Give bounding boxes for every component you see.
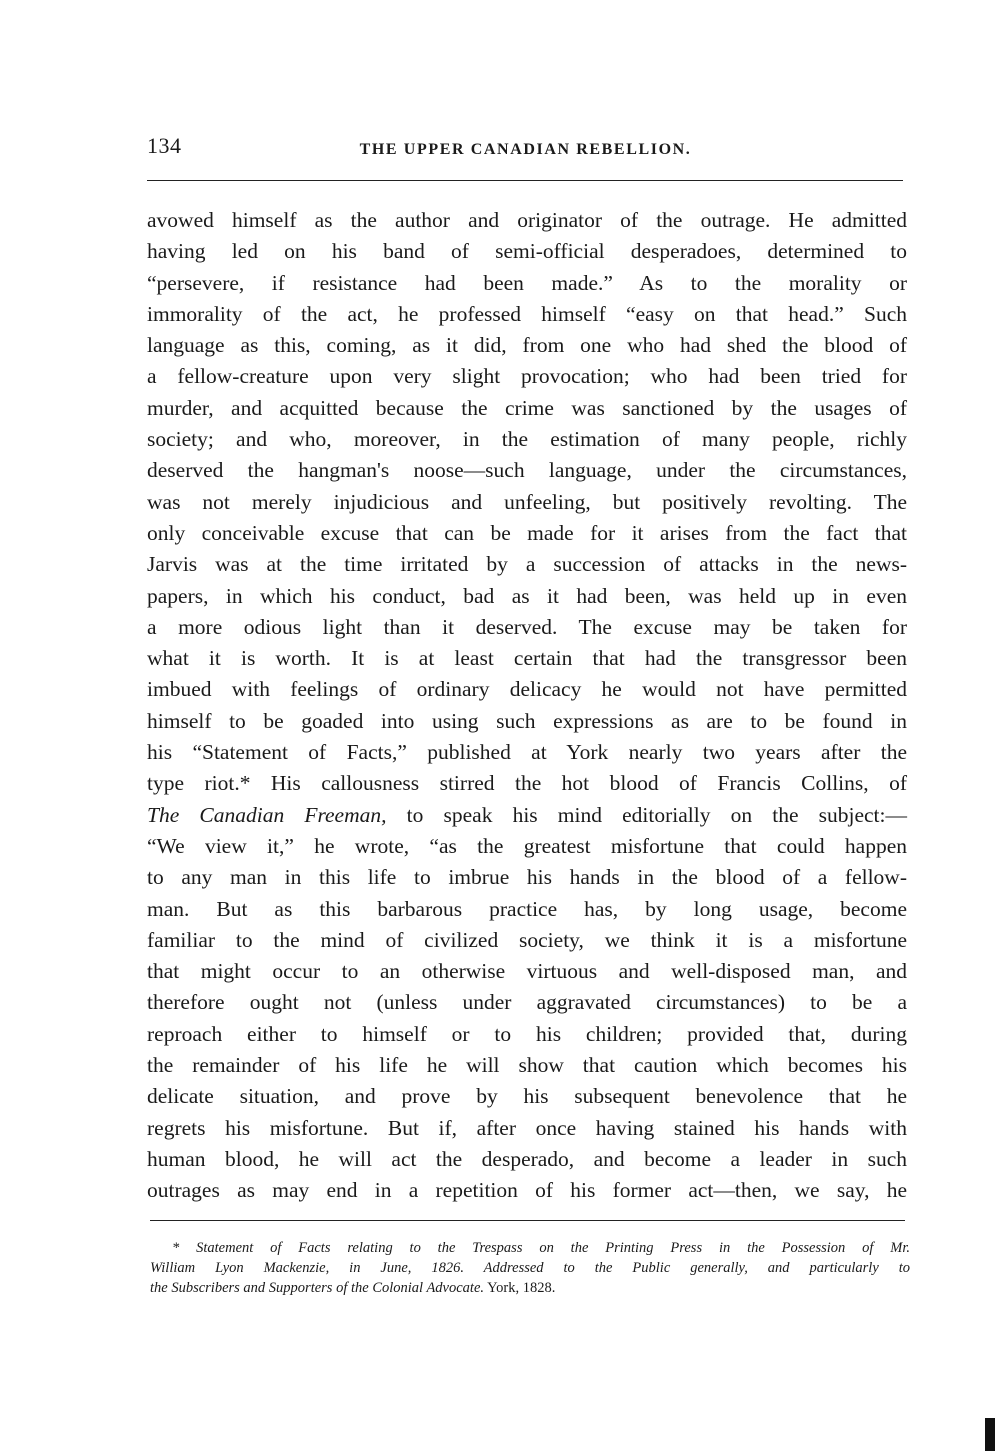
text-line: delicate situation, and prove by his subsequent benevolence that he	[147, 1084, 907, 1109]
text-line: having led on his band of semi-official desperadoes, determined to	[147, 239, 907, 264]
text-line: his “Statement of Facts,” published at York nearly two years after the	[147, 740, 907, 765]
footnote-line: William Lyon Mackenzie, in June, 1826. Addressed to the Public generally, and particularly to	[150, 1260, 910, 1276]
text-line: to any man in this life to imbrue his hands in the blood of a fellow-	[147, 865, 907, 890]
footnote-italic-segment: the Subscribers and Supporters of the Colonial Advocate.	[150, 1280, 485, 1296]
text-line: avowed himself as the author and originator of the outrage. He admitted	[147, 208, 907, 232]
text-line: the remainder of his life he will show that caution which becomes his	[147, 1053, 907, 1078]
text-line	[147, 800, 907, 831]
text-segment: to speak his mind editorially on the subject:—	[386, 802, 907, 827]
text-line: was not merely injudicious and unfeeling, but positively revolting. The	[147, 489, 907, 514]
text-line: what it is worth. It is at least certain that had the transgressor been	[147, 646, 907, 671]
text-line: “persevere, if resistance had been made.” As to the morality or	[147, 270, 907, 295]
text-line: a more odious light than it deserved. The excuse may be taken for	[147, 614, 907, 639]
text-line: outrages as may end in a repetition of his former act—then, we say, he	[147, 1178, 907, 1203]
text-line: himself to be goaded into using such expressions as are to be found in	[147, 708, 907, 733]
page-number: 134	[147, 133, 182, 158]
text-line: regrets his misfortune. But if, after once having stained his hands with	[147, 1115, 907, 1140]
text-line: reproach either to himself or to his children; provided that, during	[147, 1021, 907, 1046]
text-line: familiar to the mind of civilized society, we think it is a misfortune	[147, 927, 907, 952]
text-line: Jarvis was at the time irritated by a succession of attacks in the news-	[147, 552, 907, 577]
text-line: language as this, coming, as it did, from one who had shed the blood of	[147, 333, 907, 358]
text-line: therefore ought not (unless under aggravated circumstances) to be a	[147, 990, 907, 1015]
running-head: THE UPPER CANADIAN REBELLION.	[359, 141, 692, 158]
header-rule	[147, 180, 903, 181]
text-line: human blood, he will act the desperado, and become a leader in such	[147, 1146, 907, 1171]
footnote-line: * Statement of Facts relating to the Trespass on the Printing Press in the Possession of Mr.	[172, 1240, 910, 1256]
text-line: type riot.* His callousness stirred the hot blood of Francis Collins, of	[147, 771, 907, 796]
footnote	[150, 1238, 910, 1298]
text-line: imbued with feelings of ordinary delicacy he would not have permitted	[147, 677, 907, 702]
text-line: “We view it,” he wrote, “as the greatest misfortune that could happen	[147, 833, 907, 858]
text-line: society; and who, moreover, in the estimation of many people, richly	[147, 427, 907, 452]
text-line: a fellow-creature upon very slight provocation; who had been tried for	[147, 364, 907, 389]
text-line: that might occur to an otherwise virtuous and well-disposed man, and	[147, 959, 907, 984]
text-line: papers, in which his conduct, bad as it had been, was held up in even	[147, 583, 907, 608]
text-line: man. But as this barbarous practice has, by long usage, become	[147, 896, 907, 921]
text-line: immorality of the act, he professed himself “easy on that head.” Such	[147, 301, 907, 326]
text-line: deserved the hangman's noose—such language, under the circumstances,	[147, 458, 907, 483]
text-line: murder, and acquitted because the crime was sanctioned by the usages of	[147, 395, 907, 420]
body-text	[147, 205, 907, 1207]
newspaper-title: The Canadian Freeman,	[147, 802, 387, 827]
footnote-line	[150, 1278, 910, 1298]
footnote-rule	[150, 1220, 905, 1221]
scan-edge-mark	[985, 1418, 995, 1451]
footnote-place-date: York, 1828.	[484, 1280, 556, 1296]
text-line: only conceivable excuse that can be made for it arises from the fact that	[147, 520, 907, 545]
